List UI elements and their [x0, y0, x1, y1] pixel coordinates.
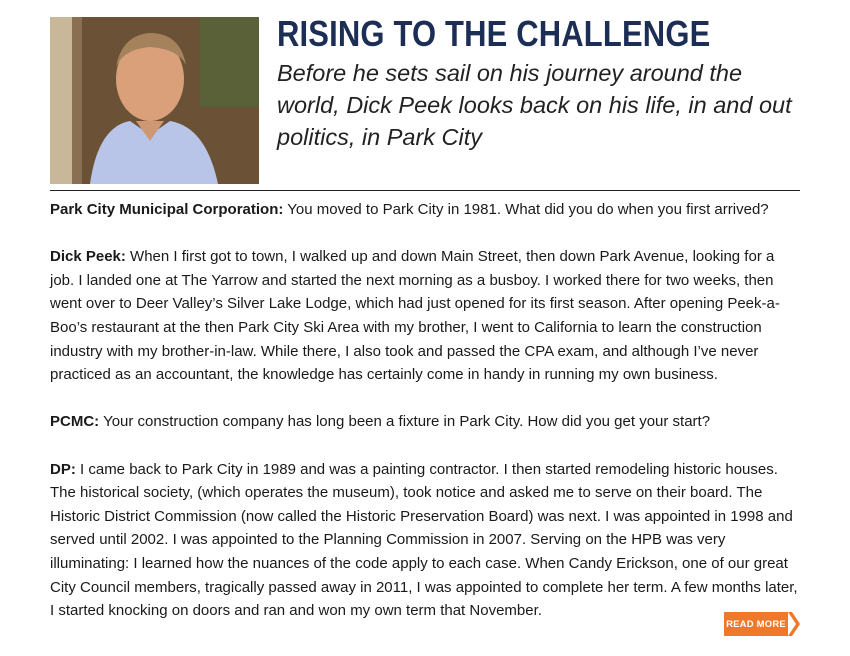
article-paragraph — [50, 410, 800, 434]
portrait-image — [50, 17, 259, 184]
header-divider — [50, 190, 800, 191]
paragraph-text: When I first got to town, I walked up and down Main Street, then down Park Avenue, looking for a job. I landed one at The Yarrow and started the next morning as a busboy. I worked there for two weeks, then went over to Deer Valley’s Silver Lake Lodge, which had just opened for its first season. After opening Peek-a-Boo’s restaurant at the then Park City Ski Area with my brother, I went to California to learn the construction industry with my brother-in-law. While there, I also took and passed the CPA exam, and although I’ve never practiced as an accountant, the knowledge has certainly come in handy in running my own business. — [50, 248, 780, 384]
read-more-label: READ MORE — [724, 612, 788, 636]
page-subtitle: Before he sets sail on his journey around the world, Dick Peek looks back on his life, in and out politics, in Park City — [277, 60, 792, 150]
paragraph-text: You moved to Park City in 1981. What did you do when you first arrived? — [283, 201, 769, 218]
read-more-button[interactable] — [724, 612, 800, 636]
chevron-right-icon — [788, 612, 800, 636]
article-paragraph — [50, 245, 800, 387]
interview-article — [50, 198, 800, 646]
page-title: RISING TO THE CHALLENGE — [277, 13, 711, 54]
paragraph-text: Your construction company has long been a fixture in Park City. How did you get your start? — [99, 413, 711, 431]
article-paragraph — [50, 458, 800, 623]
paragraph-text: I came back to Park City in 1989 and was a painting contractor. I then started remodeling historic houses. The historical society, (which operates the museum), took notice and asked me to serve on their board. The Historic District Commission (now called the Historic Preservation Board) was next. I was appointed in 1998 and served until 2002. I was appointed to the Planning Commission in 2007. Serving on the HPB was very illuminating: I learned how the nuances of the code apply to each case. When Candy Erickson, one of our great City Council members, tragically passed away in 2011, I was appointed to complete her term. A few months later, I started knocking on doors and ran and won my own term that November. — [50, 460, 798, 620]
article-paragraph — [50, 198, 800, 222]
speaker-label: Park City Municipal Corporation: — [50, 201, 284, 218]
speaker-label: DP: — [50, 460, 76, 478]
portrait-photo — [50, 17, 259, 184]
speaker-label: PCMC: — [50, 413, 100, 431]
speaker-label: Dick Peek: — [50, 248, 126, 266]
